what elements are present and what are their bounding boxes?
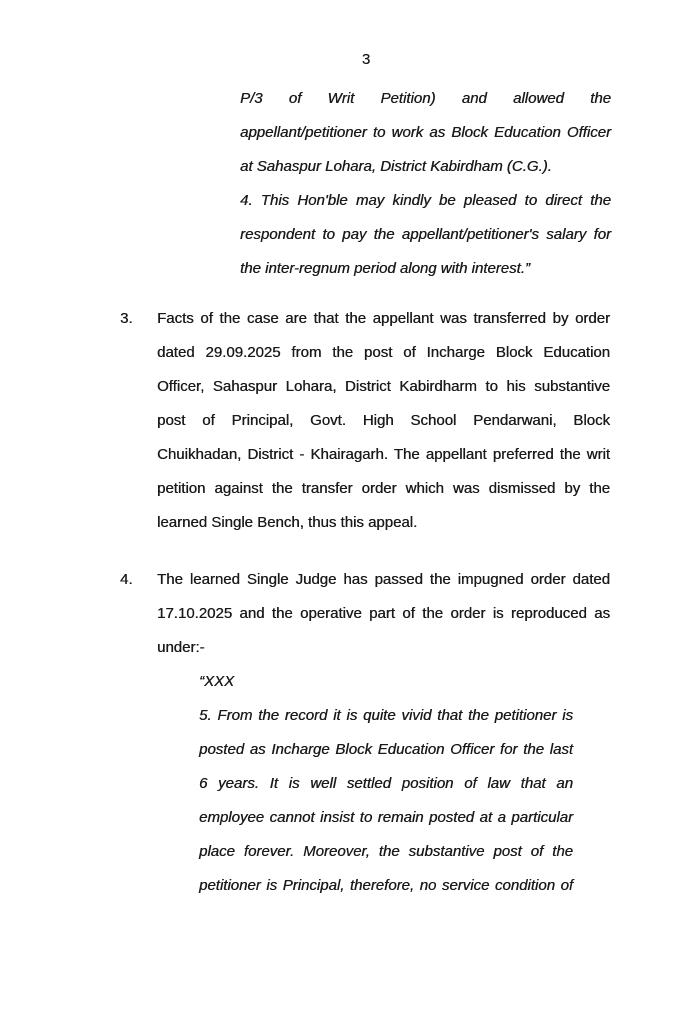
text-line: appellant/petitioner to work as Block Education Officer: [240, 124, 611, 141]
paragraph-3-number: 3.: [120, 310, 133, 327]
paragraph-4: [120, 563, 610, 665]
text-line: petition against the transfer order which was dismissed by the: [157, 480, 610, 497]
text-line: 4. This Hon'ble may kindly be pleased to direct the: [240, 192, 611, 209]
text-line: Officer, Sahaspur Lohara, District Kabirdharm to his substantive: [157, 378, 610, 395]
text-line: 6 years. It is well settled position of law that an: [199, 775, 573, 792]
text-line: at Sahaspur Lohara, District Kabirdham (C.G.).: [240, 158, 552, 175]
quoted-prayer-block: [240, 82, 611, 286]
text-line: employee cannot insist to remain posted at a particular: [199, 809, 573, 826]
text-line: respondent to pay the appellant/petitioner's salary for: [240, 226, 611, 243]
text-line: 5. From the record it is quite vivid that the petitioner is: [199, 707, 573, 724]
text-line: the inter-regnum period along with interest.”: [240, 260, 530, 277]
text-line: Facts of the case are that the appellant was transferred by order: [157, 310, 610, 327]
text-line: under:-: [157, 639, 205, 656]
quoted-single-judge-order-block: [199, 665, 573, 903]
text-line: learned Single Bench, thus this appeal.: [157, 514, 418, 531]
text-line: dated 29.09.2025 from the post of Incharge Block Education: [157, 344, 610, 361]
text-line: post of Principal, Govt. High School Pendarwani, Block: [157, 412, 610, 429]
paragraph-3: [120, 302, 610, 540]
text-line: petitioner is Principal, therefore, no service condition of: [199, 877, 573, 894]
text-line: place forever. Moreover, the substantive post of the: [199, 843, 573, 860]
text-line: posted as Incharge Block Education Officer for the last: [199, 741, 573, 758]
page-number: 3: [361, 51, 371, 68]
text-line: Chuikhadan, District - Khairagarh. The appellant preferred the writ: [157, 446, 610, 463]
text-line: “XXX: [199, 673, 235, 690]
text-line: The learned Single Judge has passed the impugned order dated: [157, 571, 610, 588]
text-line: 17.10.2025 and the operative part of the order is reproduced as: [157, 605, 610, 622]
text-line: P/3 of Writ Petition) and allowed the: [240, 90, 611, 107]
paragraph-4-number: 4.: [120, 571, 133, 588]
